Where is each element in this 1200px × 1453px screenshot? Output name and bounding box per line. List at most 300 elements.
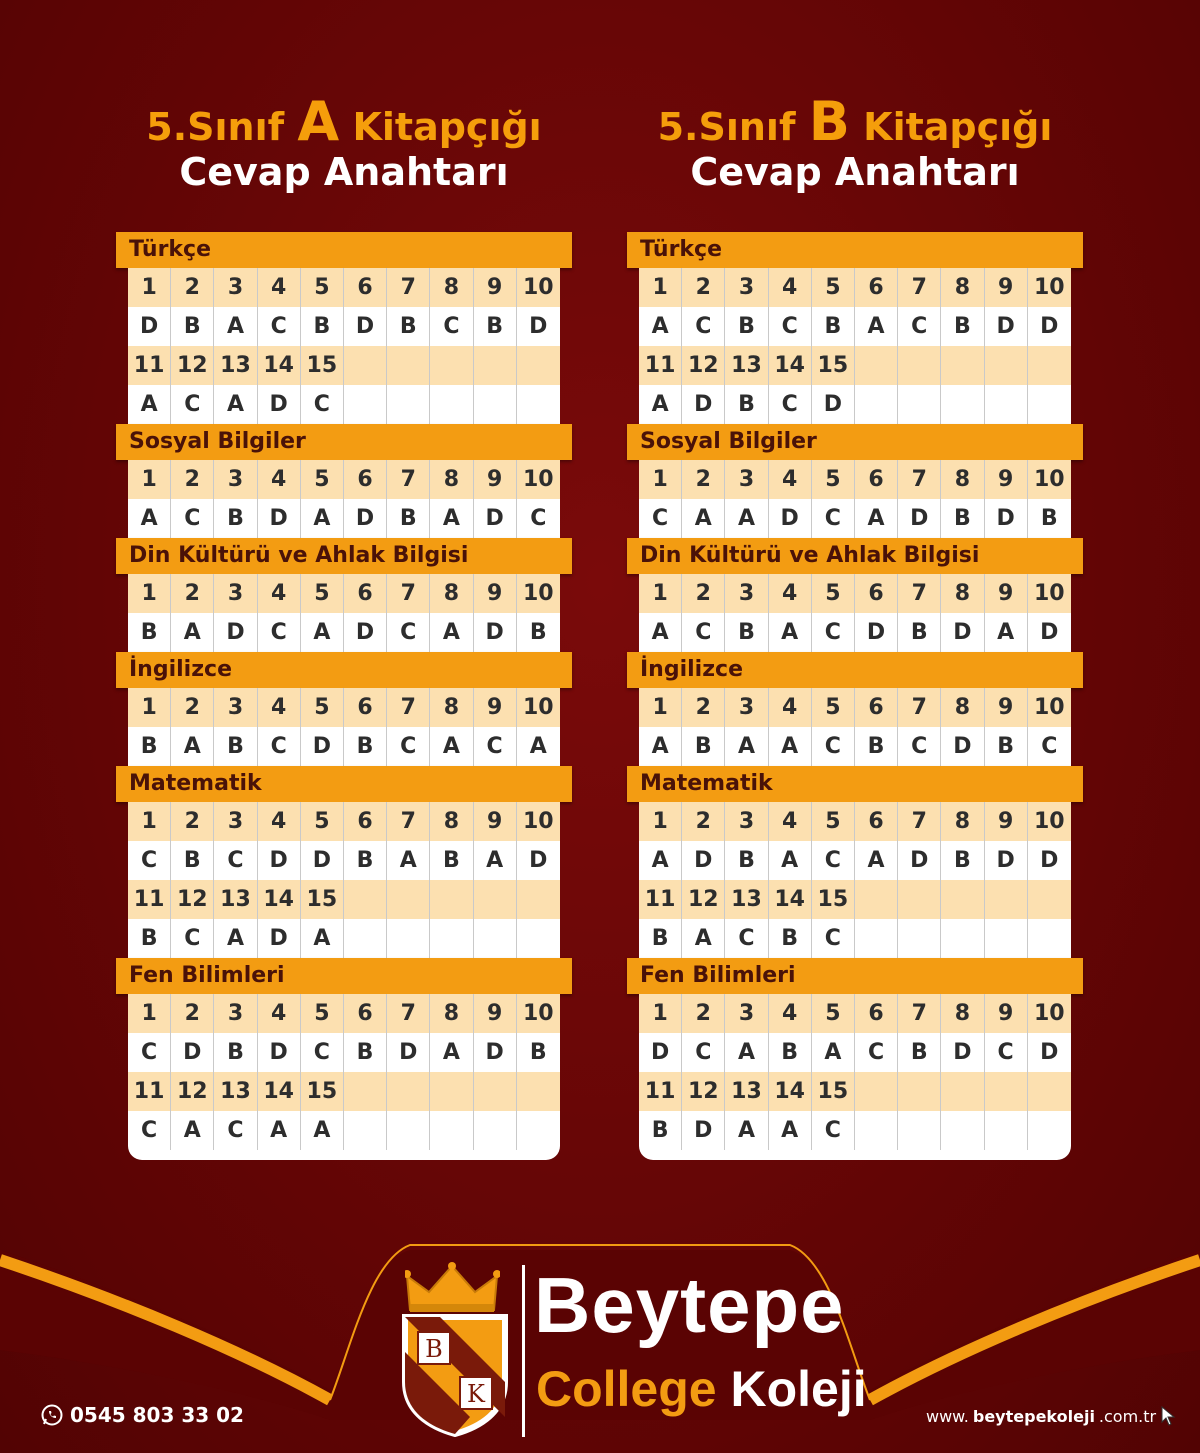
question-number: 7 [898,460,941,499]
answer-cell: A [258,1111,301,1150]
answer-cell: C [985,1033,1028,1072]
answer-cell: C [214,1111,257,1150]
answer-cell: B [725,841,768,880]
empty-cell [387,880,430,919]
answer-cell: B [517,613,560,652]
question-number: 7 [387,268,430,307]
empty-cell [898,385,941,424]
question-number: 10 [1028,574,1071,613]
question-number: 13 [725,1072,768,1111]
question-number: 4 [258,268,301,307]
answer-cell: C [387,613,430,652]
question-number: 5 [812,268,855,307]
question-number: 3 [214,574,257,613]
answer-cell: B [812,307,855,346]
answer-cell: B [725,385,768,424]
question-number: 8 [941,688,984,727]
whatsapp-icon [40,1403,64,1427]
question-number: 11 [128,880,171,919]
empty-cell [1028,880,1071,919]
question-number: 11 [128,346,171,385]
question-number: 2 [171,574,214,613]
question-number: 8 [430,994,473,1033]
subject-title: Din Kültürü ve Ahlak Bilgisi [627,538,1083,574]
answer-cell: C [1028,727,1071,766]
question-number: 6 [344,460,387,499]
question-number: 5 [301,574,344,613]
subject-title: Fen Bilimleri [627,958,1083,994]
question-number: 5 [812,688,855,727]
answer-cell: B [517,1033,560,1072]
booklet-a-subtitle: Cevap Anahtarı [179,150,509,194]
empty-cell [474,1111,517,1150]
question-number: 1 [639,688,682,727]
booklet-b-title: 5.Sınıf B Kitapçığı [657,90,1053,153]
question-number: 5 [301,460,344,499]
answer-cell: A [639,841,682,880]
empty-cell [898,1072,941,1111]
empty-cell [430,880,473,919]
question-number: 2 [682,688,725,727]
question-number: 12 [171,1072,214,1111]
subject-title: Matematik [116,766,572,802]
question-number: 1 [128,688,171,727]
question-number: 11 [128,1072,171,1111]
question-number: 15 [812,880,855,919]
answer-cell: B [1028,499,1071,538]
answer-cell: D [344,613,387,652]
answer-cell: D [344,499,387,538]
empty-cell [898,346,941,385]
question-number: 11 [639,346,682,385]
question-number: 7 [898,802,941,841]
question-number: 9 [985,460,1028,499]
shield-letter-k: K [467,1380,485,1408]
question-number: 7 [898,574,941,613]
question-number: 2 [171,802,214,841]
empty-cell [387,385,430,424]
answer-cell: B [682,727,725,766]
answer-cell: B [214,727,257,766]
answer-grid [128,268,560,424]
question-number: 5 [301,994,344,1033]
answer-cell: C [171,499,214,538]
question-number: 15 [301,880,344,919]
question-number: 7 [387,688,430,727]
answer-cell: C [258,613,301,652]
answer-cell: B [769,1033,812,1072]
answer-grid [128,994,560,1150]
question-number: 9 [474,460,517,499]
question-number: 9 [985,994,1028,1033]
empty-cell [985,919,1028,958]
empty-cell [517,919,560,958]
subject-title: İngilizce [116,652,572,688]
answer-cell: B [214,1033,257,1072]
question-number: 8 [430,268,473,307]
question-number: 10 [1028,460,1071,499]
answer-cell: D [1028,307,1071,346]
empty-cell [1028,1111,1071,1150]
phone-number: 0545 803 33 02 [70,1403,244,1427]
empty-cell [941,880,984,919]
answer-cell: A [769,613,812,652]
subject-section [627,538,1083,652]
empty-cell [941,1111,984,1150]
booklet-b-answer-sheet [627,232,1083,1150]
question-number: 1 [128,802,171,841]
question-number: 6 [344,574,387,613]
empty-cell [474,385,517,424]
answer-cell: C [898,727,941,766]
answer-cell: C [430,307,473,346]
empty-cell [344,880,387,919]
answer-cell: A [301,613,344,652]
brand-name: Beytepe [534,1261,845,1349]
answer-cell: A [301,919,344,958]
question-number: 9 [985,802,1028,841]
answer-cell: B [941,499,984,538]
answer-cell: C [474,727,517,766]
subject-section [116,424,572,538]
question-number: 11 [639,880,682,919]
question-number: 6 [344,802,387,841]
answer-cell: A [725,1033,768,1072]
question-number: 15 [301,1072,344,1111]
answer-cell: D [941,727,984,766]
answer-cell: C [517,499,560,538]
question-number: 10 [517,268,560,307]
empty-cell [430,346,473,385]
answer-cell: D [301,727,344,766]
answer-grid [639,802,1071,958]
answer-cell: B [387,307,430,346]
answer-cell: B [941,841,984,880]
answer-cell: D [941,1033,984,1072]
answer-cell: A [769,841,812,880]
answer-cell: A [682,919,725,958]
question-number: 3 [725,802,768,841]
answer-cell: A [639,727,682,766]
answer-cell: A [430,727,473,766]
answer-cell: B [898,1033,941,1072]
empty-cell [430,1111,473,1150]
answer-cell: A [985,613,1028,652]
answer-grid [639,460,1071,538]
question-number: 14 [258,1072,301,1111]
answer-cell: C [682,307,725,346]
empty-cell [898,919,941,958]
question-number: 3 [214,460,257,499]
question-number: 6 [855,688,898,727]
answer-cell: B [769,919,812,958]
answer-cell: D [898,841,941,880]
answer-cell: C [171,385,214,424]
answer-cell: D [474,499,517,538]
question-number: 5 [812,574,855,613]
question-number: 2 [171,268,214,307]
answer-cell: D [682,1111,725,1150]
answer-grid [128,574,560,652]
answer-cell: A [301,499,344,538]
question-number: 3 [214,268,257,307]
subject-title: Din Kültürü ve Ahlak Bilgisi [116,538,572,574]
answer-cell: C [258,307,301,346]
question-number: 5 [301,688,344,727]
answer-grid [639,994,1071,1150]
empty-cell [1028,1072,1071,1111]
question-number: 6 [855,460,898,499]
answer-cell: C [639,499,682,538]
answer-cell: C [682,613,725,652]
question-number: 13 [725,346,768,385]
question-number: 10 [517,460,560,499]
question-number: 6 [855,994,898,1033]
answer-cell: C [769,307,812,346]
answer-cell: D [517,307,560,346]
answer-cell: B [344,841,387,880]
answer-cell: A [214,919,257,958]
question-number: 15 [812,346,855,385]
question-number: 5 [812,802,855,841]
answer-cell: C [812,727,855,766]
answer-cell: C [682,1033,725,1072]
question-number: 1 [128,994,171,1033]
phone-contact[interactable] [40,1403,244,1427]
brand-subtitle: College Koleji [536,1361,867,1417]
empty-cell [898,1111,941,1150]
question-number: 6 [344,268,387,307]
cursor-icon [1160,1406,1176,1426]
question-number: 6 [344,688,387,727]
answer-cell: D [258,1033,301,1072]
answer-cell: D [258,385,301,424]
logo-divider [522,1265,525,1437]
answer-cell: B [344,727,387,766]
answer-cell: D [387,1033,430,1072]
question-number: 4 [258,574,301,613]
answer-cell: A [769,727,812,766]
answer-cell: A [387,841,430,880]
question-number: 9 [474,268,517,307]
empty-cell [344,919,387,958]
question-number: 9 [474,994,517,1033]
empty-cell [898,880,941,919]
answer-cell: A [171,727,214,766]
answer-cell: C [898,307,941,346]
answer-cell: A [855,499,898,538]
booklet-a-title: 5.Sınıf A Kitapçığı [146,90,542,153]
question-number: 2 [682,802,725,841]
answer-cell: D [682,385,725,424]
answer-cell: B [639,1111,682,1150]
answer-cell: B [171,307,214,346]
answer-cell: D [769,499,812,538]
answer-cell: A [812,1033,855,1072]
question-number: 4 [769,994,812,1033]
empty-cell [941,919,984,958]
question-number: 10 [1028,268,1071,307]
question-number: 2 [171,994,214,1033]
question-number: 5 [812,994,855,1033]
answer-cell: D [1028,1033,1071,1072]
answer-cell: B [344,1033,387,1072]
empty-cell [941,346,984,385]
question-number: 10 [517,688,560,727]
answer-cell: B [941,307,984,346]
question-number: 10 [517,802,560,841]
subject-title: Sosyal Bilgiler [116,424,572,460]
answer-cell: A [725,499,768,538]
answer-cell: D [171,1033,214,1072]
answer-cell: B [387,499,430,538]
answer-cell: B [214,499,257,538]
question-number: 3 [725,994,768,1033]
empty-cell [855,919,898,958]
answer-cell: A [430,1033,473,1072]
question-number: 12 [682,1072,725,1111]
question-number: 7 [898,994,941,1033]
answer-cell: A [517,727,560,766]
question-number: 12 [171,346,214,385]
answer-cell: A [639,307,682,346]
answer-cell: D [639,1033,682,1072]
answer-cell: D [474,613,517,652]
question-number: 10 [517,994,560,1033]
question-number: 5 [301,802,344,841]
answer-cell: D [1028,613,1071,652]
answer-cell: D [985,307,1028,346]
answer-grid [128,802,560,958]
answer-cell: B [855,727,898,766]
subject-title: Türkçe [116,232,572,268]
empty-cell [517,346,560,385]
question-number: 14 [258,880,301,919]
question-number: 15 [812,1072,855,1111]
empty-cell [430,919,473,958]
answer-cell: A [725,1111,768,1150]
answer-cell: C [812,613,855,652]
answer-cell: B [301,307,344,346]
answer-cell: D [941,613,984,652]
empty-cell [941,1072,984,1111]
question-number: 6 [855,268,898,307]
answer-cell: B [474,307,517,346]
crown-icon [405,1262,500,1314]
empty-cell [387,919,430,958]
answer-cell: A [855,841,898,880]
empty-cell [1028,919,1071,958]
question-number: 8 [941,268,984,307]
answer-cell: A [769,1111,812,1150]
answer-cell: A [171,613,214,652]
answer-cell: C [812,919,855,958]
question-number: 1 [639,574,682,613]
question-number: 1 [128,268,171,307]
answer-grid [639,688,1071,766]
question-number: 3 [214,994,257,1033]
answer-cell: D [682,841,725,880]
question-number: 9 [985,268,1028,307]
question-number: 4 [769,574,812,613]
answer-cell: B [128,613,171,652]
booklet-a-answer-sheet [116,232,572,1150]
question-number: 11 [639,1072,682,1111]
empty-cell [387,1072,430,1111]
answer-cell: A [430,613,473,652]
question-number: 8 [430,802,473,841]
answer-cell: A [639,385,682,424]
question-number: 8 [430,574,473,613]
question-number: 2 [682,460,725,499]
question-number: 9 [474,688,517,727]
subject-section [116,232,572,424]
answer-cell: A [301,1111,344,1150]
question-number: 13 [214,346,257,385]
question-number: 13 [214,1072,257,1111]
website-link[interactable]: www. beytepekoleji .com.tr [926,1406,1176,1426]
answer-cell: B [128,727,171,766]
empty-cell [855,1111,898,1150]
answer-cell: D [517,841,560,880]
empty-cell [517,1111,560,1150]
question-number: 1 [639,994,682,1033]
answer-cell: A [171,1111,214,1150]
question-number: 2 [171,460,214,499]
question-number: 1 [639,268,682,307]
question-number: 10 [517,574,560,613]
question-number: 1 [639,460,682,499]
subject-section [627,232,1083,424]
question-number: 9 [474,574,517,613]
answer-grid [128,688,560,766]
subject-section [116,538,572,652]
question-number: 12 [682,880,725,919]
subject-section [627,958,1083,1150]
answer-cell: B [985,727,1028,766]
question-number: 5 [812,460,855,499]
answer-cell: A [725,727,768,766]
answer-cell: C [214,841,257,880]
question-number: 4 [258,688,301,727]
empty-cell [344,385,387,424]
question-number: 2 [171,688,214,727]
question-number: 7 [387,574,430,613]
question-number: 9 [474,802,517,841]
subject-section [627,652,1083,766]
answer-cell: A [430,499,473,538]
shield-icon [400,1312,510,1437]
question-number: 14 [769,1072,812,1111]
question-number: 4 [769,268,812,307]
question-number: 4 [769,802,812,841]
answer-cell: D [898,499,941,538]
question-number: 12 [171,880,214,919]
answer-cell: D [985,841,1028,880]
question-number: 7 [387,802,430,841]
answer-cell: C [855,1033,898,1072]
empty-cell [985,1111,1028,1150]
answer-cell: A [639,613,682,652]
subject-section [116,766,572,958]
subject-title: Türkçe [627,232,1083,268]
empty-cell [430,1072,473,1111]
question-number: 4 [769,688,812,727]
question-number: 8 [941,802,984,841]
answer-cell: C [812,1111,855,1150]
question-number: 15 [301,346,344,385]
answer-cell: C [128,1111,171,1150]
